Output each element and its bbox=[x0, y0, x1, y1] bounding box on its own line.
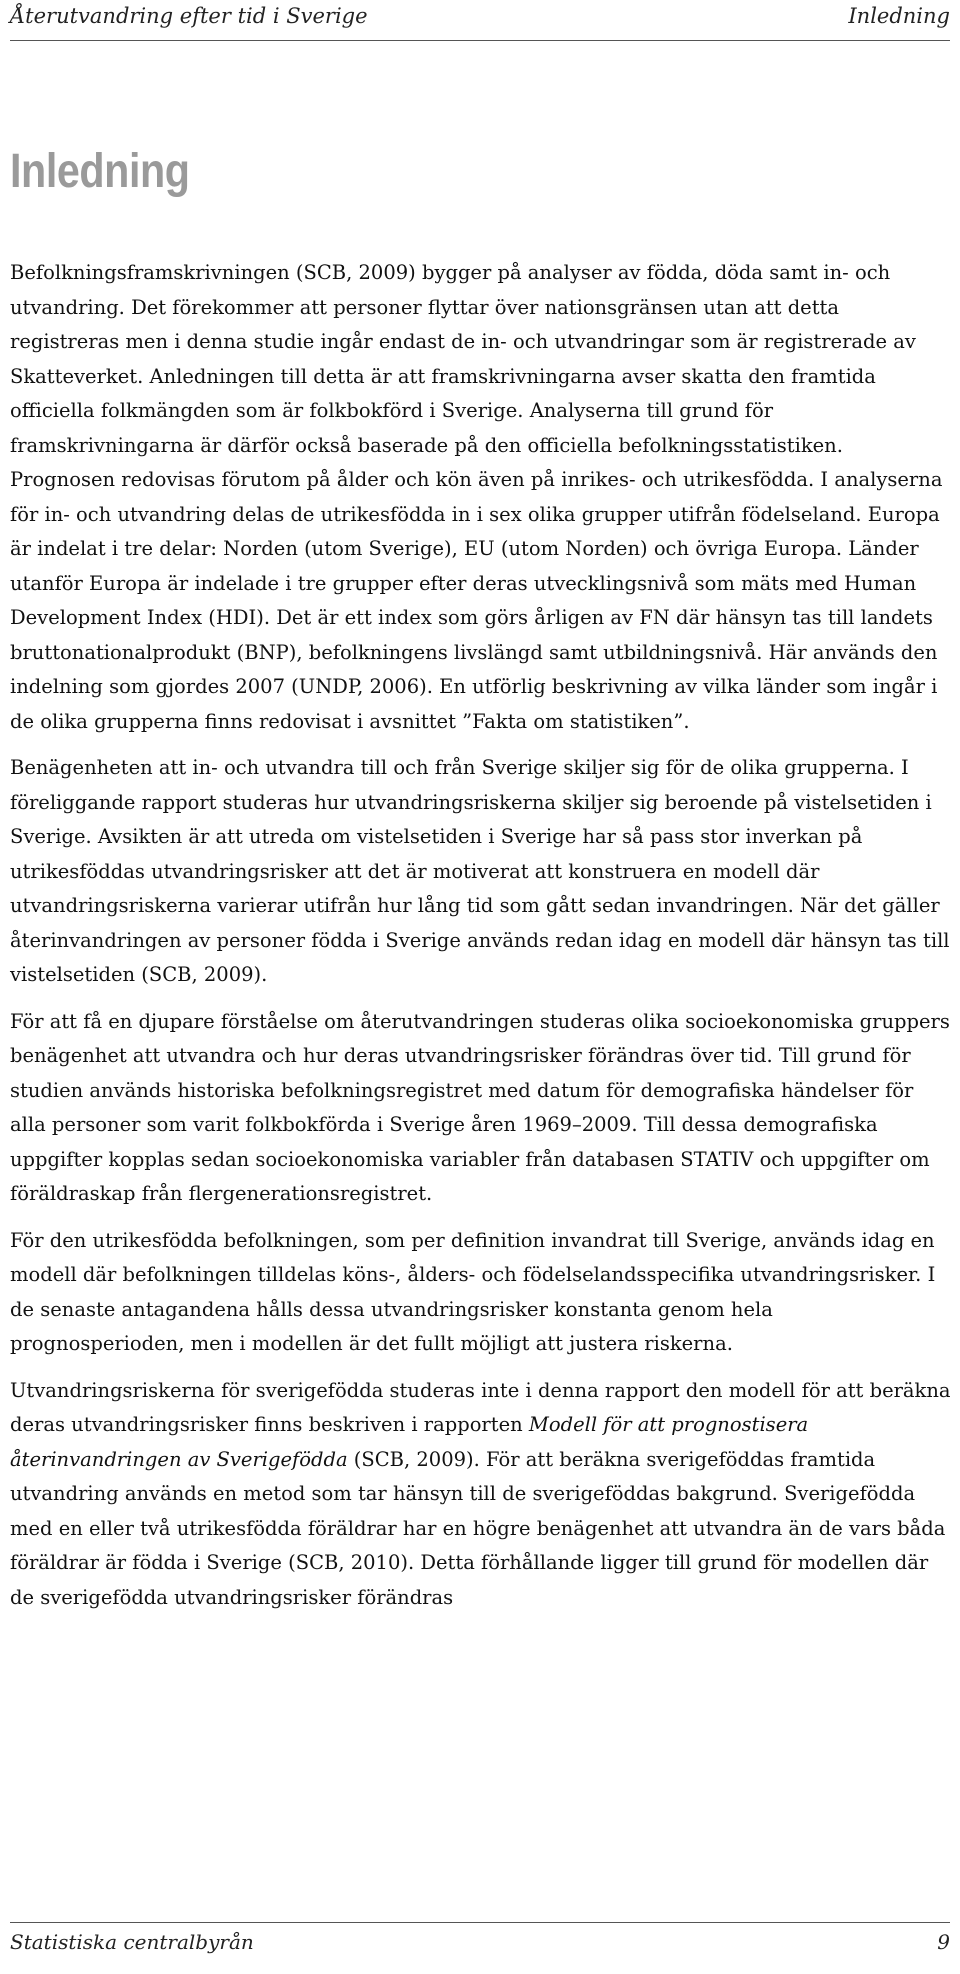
paragraph-5 bbox=[10, 1374, 952, 1616]
report-title-reference: Modell för att prognostisera återinvandringen av Sverigefödda bbox=[10, 1413, 809, 1471]
paragraph-2: Benägenheten att in- och utvandra till och från Sverige skiljer sig för de olika grupperna. I föreliggande rapport studeras hur utvandringsriskerna skiljer sig beroende på vistelsetiden i Sverige. Avsikten är att utreda om vistelsetiden i Sverige har så pass stor inverkan på utrikesföddas utvandringsrisker att det är motiverat att konstruera en modell där utvandringsriskerna varierar utifrån hur lång tid som gått sedan invandringen. När det gäller återinvandringen av personer födda i Sverige används redan idag en modell där hänsyn tas till vistelsetiden (SCB, 2009). bbox=[10, 756, 950, 986]
paragraph-1: Befolkningsframskrivningen (SCB, 2009) bygger på analyser av födda, döda samt in- och utvandring. Det förekommer att personer flyttar över nationsgränsen utan att detta registreras men i denna studie ingår endast de in- och utvandringar som är registrerade av Skatteverket. Anledningen till detta är att framskrivningarna avser skatta den framtida officiella folkmängden som är folkbokförd i Sverige. Analyserna till grund för framskrivningarna är därför också baserade på den officiella befolkningsstatistiken. Prognosen redovisas förutom på ålder och kön även på inrikes- och utrikesfödda. I analyserna för in- och utvandring delas de utrikesfödda in i sex olika grupper utifrån födelseland. Europa är indelat i tre delar: Norden (utom Sverige), EU (utom Norden) och övriga Europa. Länder utanför Europa är indelade i tre grupper efter deras utvecklingsnivå som mäts med Human Development Index (HDI). Det är ett index som görs årligen av FN där hänsyn tas till landets bruttonationalprodukt (BNP), befolkningens livslängd samt utbildningsnivå. Här används den indelning som gjordes 2007 (UNDP, 2006). En utförlig beskrivning av vilka länder som ingår i de olika grupperna finns redovisat i avsnittet ”Fakta om statistiken”. bbox=[10, 261, 943, 733]
page-number: 9 bbox=[937, 1930, 950, 1954]
paragraph-4: För den utrikesfödda befolkningen, som per definition invandrat till Sverige, används idag en modell där befolkningen tilldelas köns-, ålders- och födelselandsspecifika utvandringsrisker. I de senaste antagandena hålls dessa utvandringsrisker konstanta genom hela prognosperioden, men i modellen är det fullt möjligt att justera riskerna. bbox=[10, 1228, 936, 1355]
page-title: Inledning bbox=[10, 145, 190, 198]
running-header-publication: Återutvandring efter tid i Sverige bbox=[10, 4, 368, 28]
paragraph-3: För att få en djupare förståelse om återutvandringen studeras olika socioekonomiska gruppers benägenhet att utvandra och hur deras utvandringsrisker förändras över tid. Till grund för studien används historiska befolkningsregistret med datum för demografiska händelser för alla personer som varit folkbokförda i Sverige åren 1969–2009. Till dessa demografiska uppgifter kopplas sedan socioekonomiska variabler från databasen STATIV och uppgifter om föräldraskap från flergenerationsregistret. bbox=[10, 1009, 950, 1205]
running-footer bbox=[10, 1930, 950, 1954]
paragraph-5-text-end: (SCB, 2009). För att beräkna sverigeföddas framtida utvandring används en metod som tar hänsyn till de sverigeföddas bakgrund. Sverigefödda med en eller två utrikesfödda föräldrar har en högre benägenhet att utvandra än de vars båda föräldrar är födda i Sverige (SCB, 2010). Detta förhållande ligger till grund för modellen där de sverigefödda utvandringsrisker förändras bbox=[10, 1447, 946, 1609]
paragraph-5-text-start: Utvandringsriskerna för sverigefödda studeras inte i denna rapport den modell för att beräkna deras utvandringsrisker finns beskriven i rapporten bbox=[10, 1378, 951, 1436]
footer-publisher: Statistiska centralbyrån bbox=[10, 1930, 254, 1954]
running-header-section: Inledning bbox=[848, 4, 950, 28]
running-header bbox=[10, 4, 950, 28]
footer-divider bbox=[10, 1922, 950, 1923]
header-divider bbox=[10, 40, 950, 41]
body-text bbox=[10, 256, 952, 1615]
